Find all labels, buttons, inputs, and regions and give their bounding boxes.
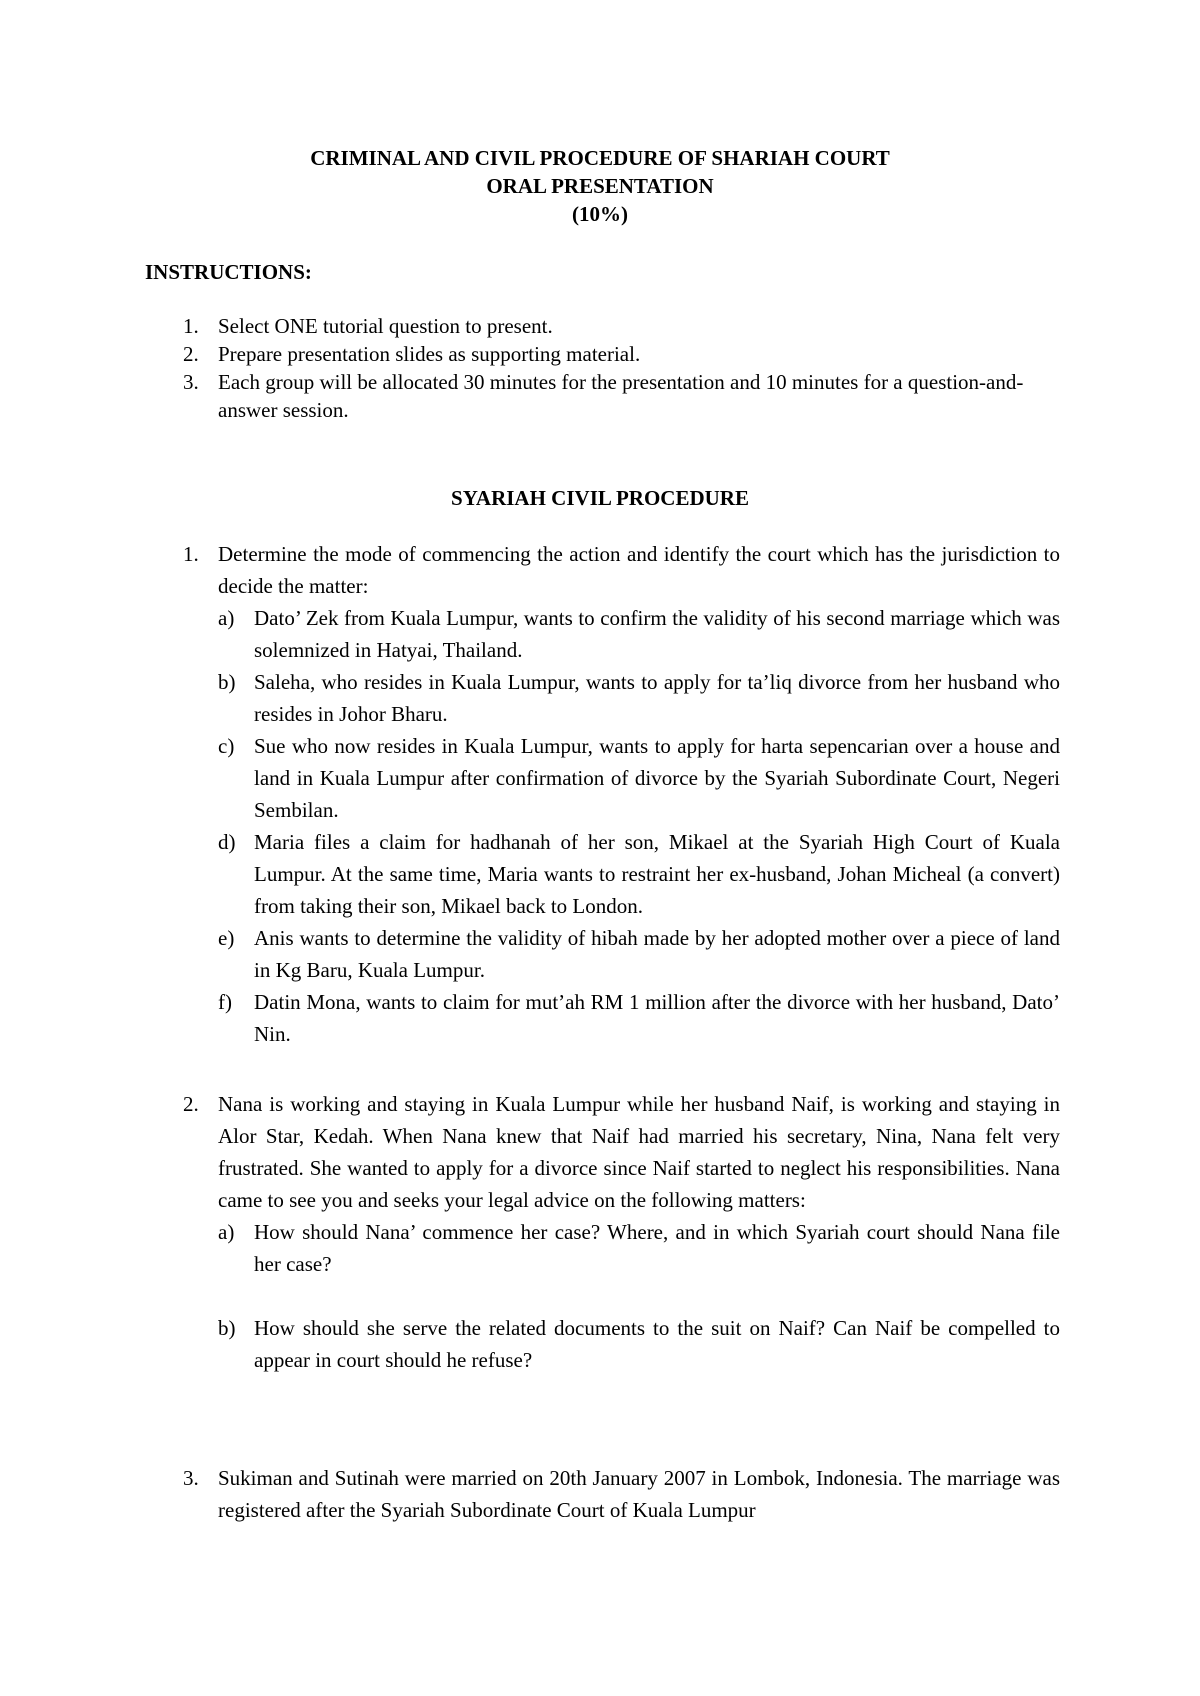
sub-question-text: How should Nana’ commence her case? Where, and in which Syariah court should Nana file her case? (254, 1220, 1060, 1276)
sub-question-text: Datin Mona, wants to claim for mut’ah RM 1 million after the divorce with her husband, Dato’ Nin. (254, 990, 1060, 1046)
title-line-1: CRIMINAL AND CIVIL PROCEDURE OF SHARIAH COURT (310, 146, 890, 170)
spacer (218, 1280, 1060, 1312)
sub-question-list (218, 602, 1060, 1050)
instruction-item (145, 312, 1060, 340)
instruction-item (145, 368, 1060, 424)
sub-question (218, 826, 1060, 922)
sub-question (218, 986, 1060, 1050)
question-text: Determine the mode of commencing the action and identify the court which has the jurisdiction to decide the matter: (218, 542, 1060, 598)
sub-question-letter: d) (218, 830, 236, 854)
question-1 (145, 538, 1060, 1050)
sub-question-list (218, 1216, 1060, 1376)
question-number: 1. (183, 542, 199, 566)
sub-question-letter: b) (218, 1316, 236, 1340)
sub-question-letter: a) (218, 1220, 235, 1244)
instruction-text: Each group will be allocated 30 minutes for the presentation and 10 minutes for a question-and-answer session. (218, 370, 1024, 422)
sub-question-text: Saleha, who resides in Kuala Lumpur, wants to apply for ta’liq divorce from her husband who resides in Johor Bharu. (254, 670, 1060, 726)
question-number: 2. (183, 1092, 199, 1116)
question-text: Sukiman and Sutinah were married on 20th January 2007 in Lombok, Indonesia. The marriage was registered after the Syariah Subordinate Court of Kuala Lumpur (218, 1466, 1060, 1522)
sub-question (218, 730, 1060, 826)
sub-question-text: Anis wants to determine the validity of hibah made by her adopted mother over a piece of land in Kg Baru, Kuala Lumpur. (254, 926, 1060, 982)
question-number: 3. (183, 1466, 199, 1490)
document-title (0, 144, 1200, 228)
sub-question-letter: c) (218, 734, 235, 758)
sub-question (218, 922, 1060, 986)
instruction-number: 3. (183, 370, 199, 394)
sub-question (218, 1312, 1060, 1376)
title-line-2: ORAL PRESENTATION (486, 174, 714, 198)
instruction-text: Select ONE tutorial question to present. (218, 314, 553, 338)
sub-question-letter: f) (218, 990, 232, 1014)
instruction-item (145, 340, 1060, 368)
sub-question-letter: a) (218, 606, 235, 630)
sub-question-letter: b) (218, 670, 236, 694)
instruction-number: 1. (183, 314, 199, 338)
title-line-3: (10%) (572, 202, 628, 226)
sub-question (218, 1216, 1060, 1280)
question-3 (145, 1462, 1060, 1526)
sub-question-letter: e) (218, 926, 235, 950)
question-2 (145, 1088, 1060, 1376)
instruction-text: Prepare presentation slides as supporting material. (218, 342, 641, 366)
sub-question-text: How should she serve the related documents to the suit on Naif? Can Naif be compelled to appear in court should he refuse? (254, 1316, 1060, 1372)
sub-question-text: Dato’ Zek from Kuala Lumpur, wants to confirm the validity of his second marriage which was solemnized in Hatyai, Thailand. (254, 606, 1060, 662)
instructions-list (145, 312, 1060, 424)
sub-question (218, 666, 1060, 730)
sub-question-text: Maria files a claim for hadhanah of her son, Mikael at the Syariah High Court of Kuala Lumpur. At the same time, Maria wants to restraint her ex-husband, Johan Micheal (a convert) from taking their son, Mikael back to London. (254, 830, 1060, 918)
question-text: Nana is working and staying in Kuala Lumpur while her husband Naif, is working and staying in Alor Star, Kedah. When Nana knew that Naif had married his secretary, Nina, Nana felt very frustrated. She wanted to apply for a divorce since Naif started to neglect his responsibilities. Nana came to see you and seeks your legal advice on the following matters: (218, 1092, 1060, 1212)
instruction-number: 2. (183, 342, 199, 366)
sub-question (218, 602, 1060, 666)
section-heading: SYARIAH CIVIL PROCEDURE (451, 486, 749, 510)
sub-question-text: Sue who now resides in Kuala Lumpur, wants to apply for harta sepencarian over a house and land in Kuala Lumpur after confirmation of divorce by the Syariah Subordinate Court, Negeri Sembilan. (254, 734, 1060, 822)
instructions-heading: INSTRUCTIONS: (145, 260, 312, 284)
